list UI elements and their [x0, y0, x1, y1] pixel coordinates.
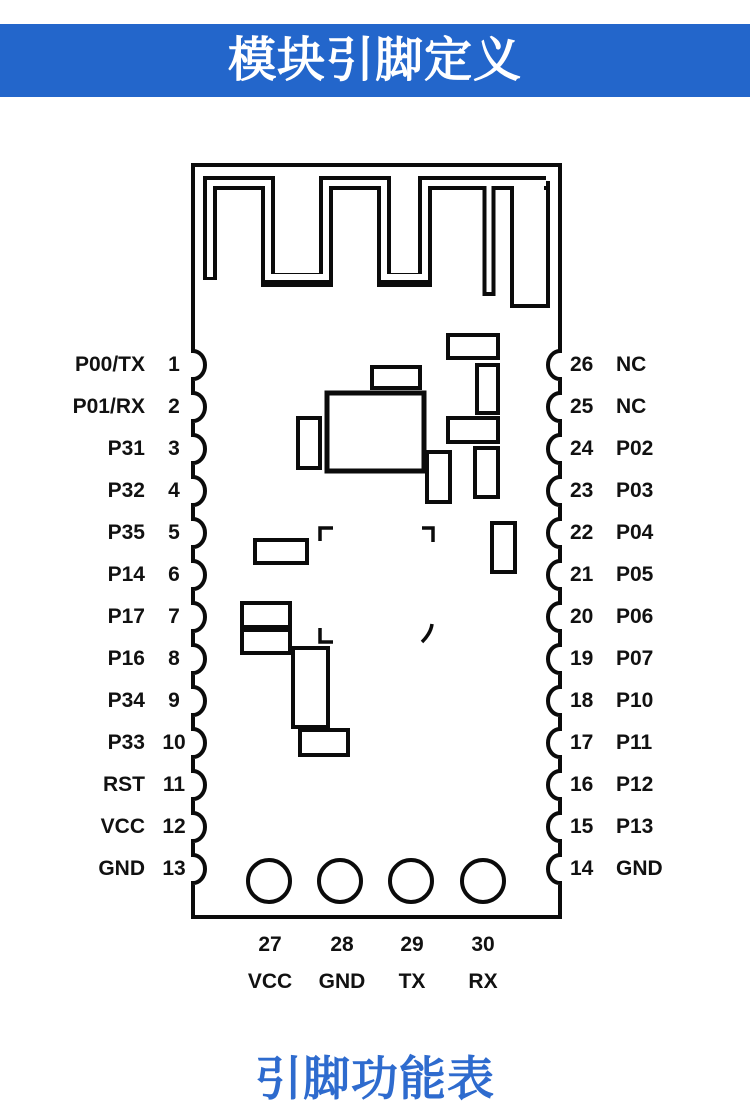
pin-number-right-19: 19 [570, 647, 594, 670]
component-rect [477, 365, 498, 413]
pin-label-left-13: GND [98, 857, 145, 880]
component-rect [448, 418, 498, 442]
pin-number-right-25: 25 [570, 395, 594, 418]
pin-number-right-20: 20 [570, 605, 594, 628]
pin-number-bottom-27: 27 [258, 933, 282, 956]
pin-label-right-19: P07 [616, 647, 654, 670]
corner-mark-bottom-right [422, 624, 432, 642]
pin-label-left-11: RST [103, 773, 145, 796]
pin-number-right-24: 24 [570, 437, 594, 460]
pin-number-left-12: 12 [162, 815, 186, 838]
corner-mark-bottom-left [320, 628, 333, 642]
pin-number-right-15: 15 [570, 815, 594, 838]
pin-label-left-7: P17 [107, 605, 145, 628]
pin-label-right-26: NC [616, 353, 647, 376]
pin-label-left-3: P31 [107, 437, 145, 460]
pin-number-right-14: 14 [570, 857, 594, 880]
bottom-pad-28 [319, 860, 361, 902]
component-rect [242, 603, 290, 627]
pin-number-left-7: 7 [168, 605, 180, 628]
component-rect [475, 448, 498, 497]
pin-number-left-6: 6 [168, 563, 180, 586]
page-title: 模块引脚定义 [227, 34, 522, 87]
pin-function-table-title: 引脚功能表 [255, 1052, 495, 1105]
pin-label-left-10: P33 [107, 731, 145, 754]
component-rect [242, 630, 290, 653]
pin-number-left-8: 8 [168, 647, 180, 670]
pin-number-left-5: 5 [168, 521, 180, 544]
component-rect [448, 335, 498, 358]
pin-label-left-9: P34 [107, 689, 145, 712]
pin-label-right-21: P05 [616, 563, 654, 586]
pin-number-right-17: 17 [570, 731, 594, 754]
antenna-trace [210, 183, 546, 280]
pin-number-bottom-28: 28 [330, 933, 354, 956]
pin-label-left-2: P01/RX [72, 395, 145, 418]
component-rect [293, 648, 328, 727]
bottom-pad-30 [462, 860, 504, 902]
pin-number-right-26: 26 [570, 353, 594, 376]
pin-number-right-23: 23 [570, 479, 594, 502]
component-rect [492, 523, 515, 572]
pin-number-bottom-29: 29 [400, 933, 424, 956]
pin-label-left-12: VCC [100, 815, 145, 838]
pin-label-bottom-30: RX [468, 970, 498, 993]
pin-label-right-25: NC [616, 395, 647, 418]
pin-number-left-4: 4 [168, 479, 180, 502]
component-rect [372, 367, 420, 388]
pin-label-right-17: P11 [616, 731, 653, 754]
pin-number-left-9: 9 [168, 689, 180, 712]
pin-label-right-15: P13 [616, 815, 654, 838]
pin-number-right-22: 22 [570, 521, 594, 544]
pin-label-left-1: P00/TX [74, 353, 145, 376]
pin-number-bottom-30: 30 [471, 933, 495, 956]
pin-number-left-10: 10 [162, 731, 186, 754]
pin-label-left-5: P35 [107, 521, 145, 544]
antenna-junction-mask [511, 184, 544, 191]
pin-number-left-1: 1 [168, 353, 180, 376]
pin-label-right-20: P06 [616, 605, 654, 628]
pin-number-left-13: 13 [162, 857, 186, 880]
pin-number-right-21: 21 [570, 563, 594, 586]
pin-label-right-18: P10 [616, 689, 654, 712]
antenna-end-pad [512, 181, 548, 306]
pin-label-right-24: P02 [616, 437, 654, 460]
component-rect [427, 452, 450, 502]
pin-label-bottom-28: GND [318, 970, 366, 993]
pin-label-right-23: P03 [616, 479, 654, 502]
ic-chip-rect [327, 393, 424, 471]
component-rect [300, 730, 348, 755]
component-rect [298, 418, 320, 468]
pin-label-bottom-29: TX [398, 970, 426, 993]
pin-number-left-11: 11 [162, 773, 186, 796]
pin-number-right-18: 18 [570, 689, 594, 712]
pin-number-left-3: 3 [168, 437, 180, 460]
corner-mark-top-left [320, 528, 333, 541]
pin-label-right-22: P04 [616, 521, 654, 544]
pin-label-right-14: GND [616, 857, 663, 880]
bottom-pad-27 [248, 860, 290, 902]
bottom-pad-29 [390, 860, 432, 902]
component-rect [255, 540, 307, 563]
corner-mark-top-right [422, 528, 433, 542]
pin-label-right-16: P12 [616, 773, 654, 796]
pin-label-left-4: P32 [107, 479, 145, 502]
pin-label-left-8: P16 [107, 647, 145, 670]
pin-label-bottom-27: VCC [247, 970, 293, 993]
pin-number-left-2: 2 [168, 395, 180, 418]
footer-title-wrap [0, 1042, 750, 1105]
pin-label-left-6: P14 [107, 563, 145, 586]
pin-number-right-16: 16 [570, 773, 594, 796]
